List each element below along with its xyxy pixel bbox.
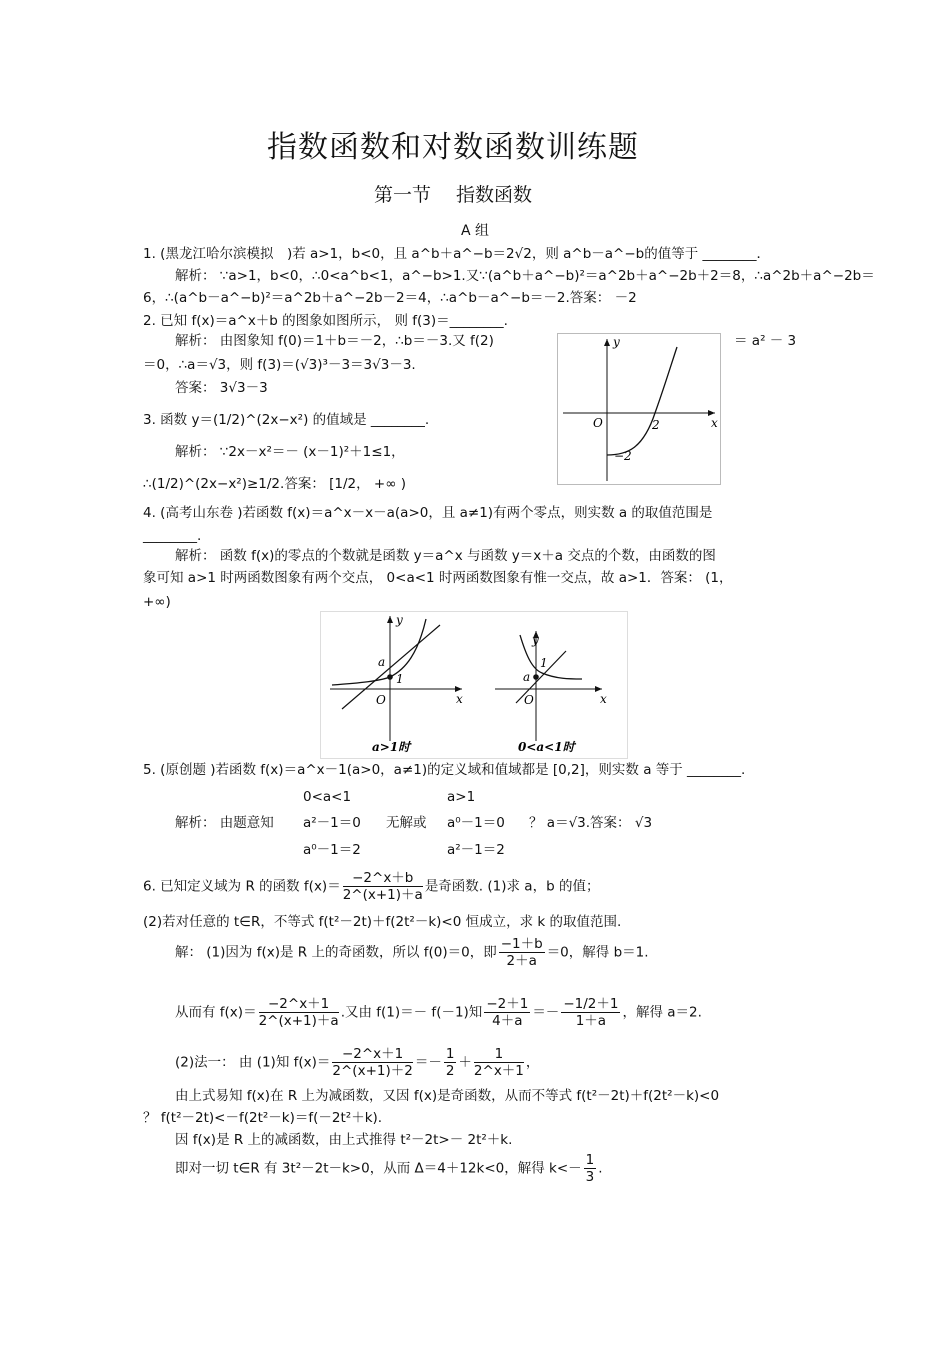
q6-sol2-den1: 2^(x+1)＋a [258,1013,339,1029]
q2-stem: 2. 已知 f(x)＝a^x＋b 的图象如图所示， 则 f(3)＝________. [143,313,508,329]
q5-eq2: a⁰－1＝0 [447,815,505,831]
q6-sol6: 因 f(x)是 R 上的减函数，由上式推得 t²－2t>－ 2t²＋k. [175,1132,513,1148]
q6-sol3 [175,1046,539,1079]
q6-sol4: 由上式易知 f(x)在 R 上为减函数，又因 f(x)是奇函数，从而不等式 f(t²－2t)＋f(2t²－k)<0 [175,1088,720,1104]
q6-sol2-num3: −1/2＋1 [563,996,619,1012]
q2-solution-line1: 解析： 由图象知 f(0)＝1＋b＝－2，∴b＝－3.又 f(2) [175,333,494,349]
q2-solution-line2: ＝0，∴a＝√3，则 f(3)＝(√3)³－3＝3√3－3. [143,357,416,373]
fig2-right-origin: O [524,693,534,707]
q6-stem-a: 6. 已知定义域为 R 的函数 f(x)＝ [143,878,341,895]
q6-sol3-den1: 2^(x+1)＋2 [332,1063,413,1079]
q6-sol3-e: ， [525,1054,540,1071]
q2-answer: 答案： 3√3－3 [175,380,268,396]
q6-sol1-frac [499,936,545,969]
q6-sol3-num3: 1 [474,1046,524,1063]
q4-solution-line2: 象可知 a>1 时两函数图象有两个交点， 0<a<1 时两函数图象有惟一交点，故 a>1．答案： (1， [143,570,733,586]
q6-sol2-frac2 [484,996,530,1029]
q6-sol3-num2: 1 [445,1046,455,1062]
fig2-left-y-label: y [396,613,403,627]
q6-sol1-a: 解： (1)因为 f(x)是 R 上的奇函数，所以 f(0)＝0，即 [175,944,497,961]
q6-sol3-den2: 2 [445,1063,455,1079]
q6-sol1 [175,936,649,969]
fig1-tick-neg2: −2 [614,449,632,463]
curve-f [607,347,677,455]
q6-sol7-num: 1 [585,1152,595,1168]
fig2-right-1: 1 [540,656,548,670]
q6-sol2-a: 从而有 f(x)＝ [175,1004,257,1021]
q6-sol2-b: .又由 f(1)＝－ f(－1)知 [340,1004,483,1021]
q6-frac-den: 2^(x+1)＋a [342,887,423,903]
fig1-origin-label: O [593,416,603,430]
q6-sol7-den: 3 [585,1169,595,1185]
q6-sol3-num1: −2^x＋1 [332,1046,412,1063]
q6-sol2-num1: −2^x＋1 [259,996,339,1013]
page-title: 指数函数和对数函数训练题 [267,130,639,165]
fig2-left-1: 1 [396,672,404,686]
q6-stem-part2: (2)若对任意的 t∈R，不等式 f(t²－2t)＋f(2t²－k)<0 恒成立，求 k 的取值范围. [143,914,622,930]
q6-sol1-den: 2＋a [506,953,537,969]
q1-solution-line2: 6，∴(a^b－a^−b)²＝a^2b＋a^−2b－2＝4，∴a^b－a^−b＝－2.答案： －2 [143,290,637,306]
q5-eq3: a⁰－1＝2 [303,842,361,858]
fig2-right-y-label: y [532,633,539,647]
fig2-left-origin: O [376,693,386,707]
q6-sol2-frac3 [561,996,620,1029]
q4-solution-line3: +∞) [143,594,171,610]
q5-mid: 无解或 [386,815,427,831]
q6-sol2-den2: 4＋a [492,1013,523,1029]
q6-sol2-c: ＝－ [532,1004,560,1021]
q5-case-left: 0<a<1 [303,789,352,805]
q6-sol2-frac1 [259,996,339,1029]
fig1-tick-2: 2 [652,418,660,432]
q4-blank: ________. [143,528,202,544]
q4-stem: 4. (高考山东卷 )若函数 f(x)＝a^x－x－a(a>0，且 a≠1)有两个零点，则实数 a 的取值范围是 [143,505,713,521]
q6-sol3-frac2 [444,1046,457,1079]
q6-sol3-frac3 [474,1046,524,1079]
q4-solution-line1: 解析： 函数 f(x)的零点的个数就是函数 y＝a^x 与函数 y＝x＋a 交点的个数，由函数的图 [175,548,716,564]
q6-stem [143,870,599,903]
left-point [387,674,393,680]
left-line [342,625,440,709]
fig2-left-x-label: x [456,692,463,706]
section-title: 第一节 指数函数 [373,184,533,206]
q6-sol3-den3: 2^x＋1 [473,1063,524,1079]
figure-frame [321,612,628,759]
q6-fraction [343,870,423,903]
q2-solution-line1-right: ＝ a² － 3 [734,333,797,349]
fig2-caption-left: a>1时 [372,740,411,754]
q6-sol2-e: ，解得 a＝2. [622,1004,702,1021]
q6-sol7 [175,1152,603,1185]
q6-sol2-den3: 1＋a [575,1013,607,1029]
fig2-left-a: a [378,655,386,669]
q6-sol3-c: ＋ [458,1054,472,1071]
q5-eq4: a²－1＝2 [447,842,505,858]
right-point [533,674,539,680]
fig2-right-x-label: x [600,692,607,706]
fig2-right-a: a [523,670,531,684]
q6-sol3-a: (2)法一： 由 (1)知 f(x)＝ [175,1054,331,1071]
q5-stem: 5. (原创题 )若函数 f(x)＝a^x－1(a>0，a≠1)的定义域和值域都是 [0,2]，则实数 a 等于 ________. [143,762,746,778]
q3-solution-line2: ∴(1/2)^(2x−x²)≥1/2.答案： [1/2， +∞ ) [143,476,407,492]
q6-sol7-frac [584,1152,597,1185]
q6-sol1-num: −1＋b [500,936,543,952]
q6-sol3-frac1 [332,1046,412,1079]
q1-stem: 1. (黑龙江哈尔滨模拟 )若 a>1，b<0，且 a^b＋a^−b＝2√2，则 a^b－a^−b的值等于 ________． [143,246,771,262]
q6-sol7-a: 即对一切 t∈R 有 3t²－2t－k>0，从而 Δ＝4＋12k<0，解得 k<－ [175,1160,582,1177]
left-y-axis-arrow [387,616,393,623]
fig1-x-label: x [711,416,718,430]
y-axis-arrow [604,339,610,346]
q5-case-right: a>1 [447,789,476,805]
q6-stem-b: 是奇函数. (1)求 a，b 的值； [424,878,600,895]
figure-exponential-graph [557,333,721,485]
fig2-caption-right: 0<a<1时 [518,740,575,754]
q3-solution-line1: 解析： ∵2x－x²＝－ (x－1)²＋1≤1， [175,444,405,460]
q6-frac-num: −2^x＋b [343,870,423,887]
q6-sol5: ？ f(t²－2t)<－f(2t²－k)＝f(－2t²＋k). [143,1110,383,1126]
q5-eq1: a²－1＝0 [303,815,361,831]
q5-tail: ？ a＝√3.答案： √3 [529,815,653,831]
q3-stem: 3. 函数 y＝(1/2)^(2x−x²) 的值域是 ________. [143,412,430,428]
q6-sol3-b: ＝－ [414,1054,442,1071]
q1-solution-line1: 解析： ∵a>1，b<0，∴0<a^b<1，a^−b>1.又∵(a^b＋a^−b)²＝a^2b＋a^−2b＋2＝8，∴a^2b＋a^−2b＝ [175,268,875,284]
q6-sol2-num2: −2＋1 [486,996,529,1012]
figure-two-cases [320,611,628,759]
group-label: A 组 [460,223,490,239]
q5-solution-lead: 解析： 由题意知 [175,815,274,831]
figure-frame [558,334,721,485]
q6-sol7-e: . [598,1160,603,1177]
q6-sol1-b: ＝0，解得 b＝1. [546,944,649,961]
left-curve-exp [332,619,426,685]
q6-sol2 [175,996,702,1029]
fig1-y-label: y [613,335,620,349]
